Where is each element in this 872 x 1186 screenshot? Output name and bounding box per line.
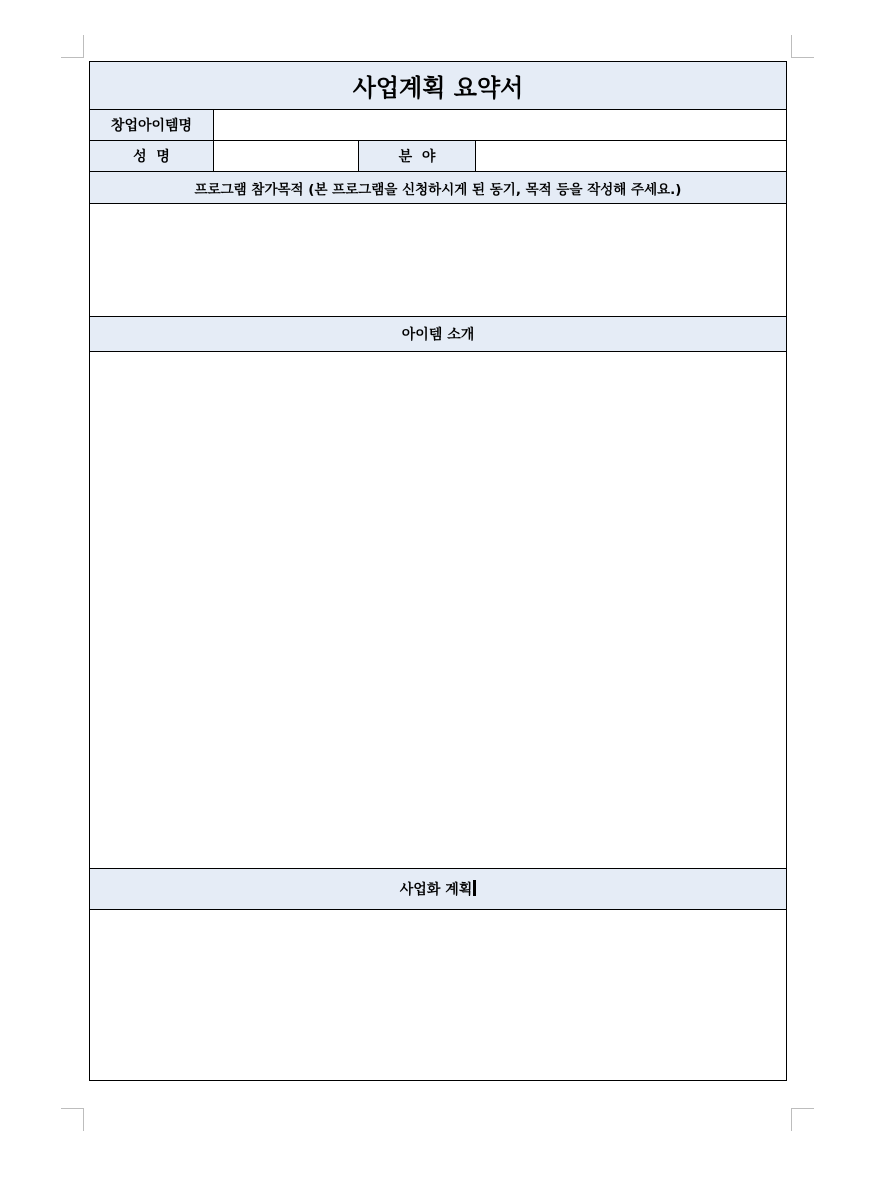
crop-mark-bottom-left [61, 1108, 84, 1131]
purpose-heading: 프로그램 참가목적 (본 프로그램을 신청하시게 된 동기, 목적 등을 작성해 주세요.) [90, 172, 787, 204]
form-title: 사업계획 요약서 [90, 62, 787, 110]
business-plan-heading: 사업화 계획 [399, 882, 473, 898]
business-plan-heading-cell [90, 869, 787, 910]
business-plan-content[interactable] [90, 910, 787, 1081]
item-intro-content[interactable] [90, 352, 787, 869]
crop-mark-top-right [791, 35, 814, 58]
name-field[interactable] [214, 141, 359, 172]
crop-mark-top-left [61, 35, 84, 58]
item-intro-heading: 아이템 소개 [90, 317, 787, 352]
field-field[interactable] [476, 141, 787, 172]
crop-mark-bottom-right [791, 1108, 814, 1131]
name-label: 성 명 [90, 141, 214, 172]
business-plan-summary-form [89, 61, 787, 1081]
field-label: 분 야 [359, 141, 476, 172]
text-cursor [473, 880, 476, 896]
purpose-content[interactable] [90, 204, 787, 317]
item-name-field[interactable] [214, 110, 787, 141]
item-name-label: 창업아이템명 [90, 110, 214, 141]
